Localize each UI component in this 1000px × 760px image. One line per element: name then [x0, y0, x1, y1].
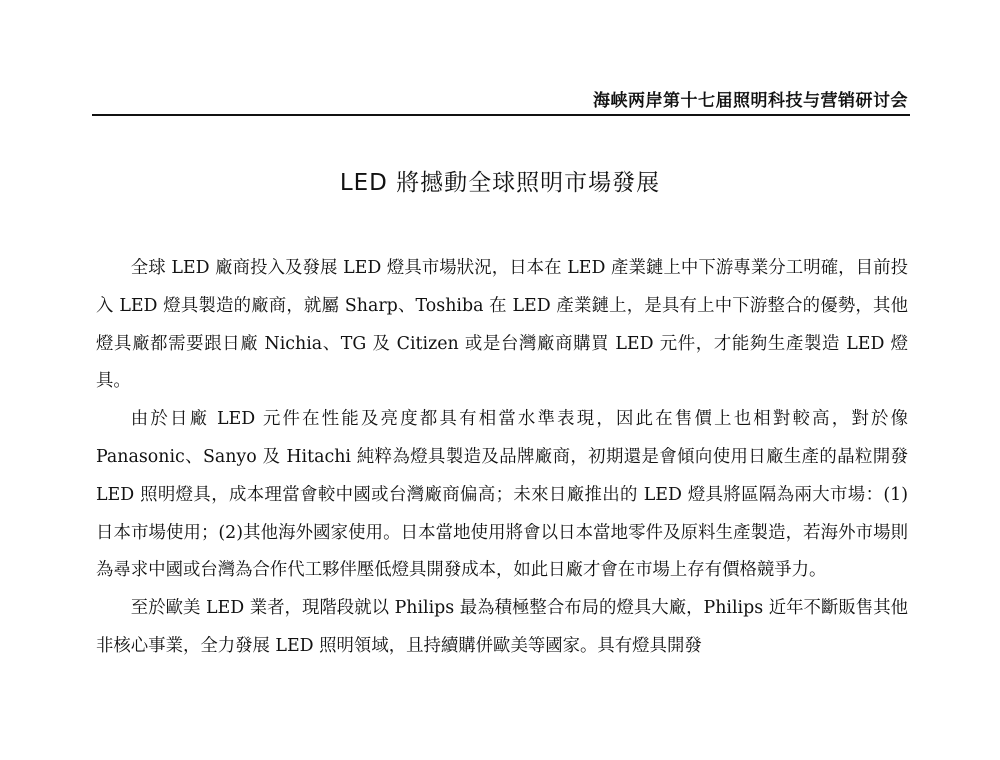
paragraph-3: 至於歐美 LED 業者，現階段就以 Philips 最為積極整合布局的燈具大廠，Philips 近年不斷販售其他非核心事業，全力發展 LED 照明領域，且持續購併歐美等國家。具有燈具開發: [96, 598, 908, 656]
running-header: 海峡两岸第十七届照明科技与营销研讨会: [593, 91, 908, 111]
paragraph-1: 全球 LED 廠商投入及發展 LED 燈具市場狀況，日本在 LED 產業鏈上中下游專業分工明確，目前投入 LED 燈具製造的廠商，就屬 Sharp、Toshiba 在 LED 產業鏈上，是具有上中下游整合的優勢，其他燈具廠都需要跟日廠 Nichia、TG 及 Citizen 或是台灣廠商購買 LED 元件，才能夠生產製造 LED 燈具。: [96, 258, 908, 392]
article-title: LED 將撼動全球照明市場發展: [339, 170, 661, 196]
article-body: [96, 250, 908, 666]
header-rule: [92, 114, 910, 116]
paragraph-2: 由於日廠 LED 元件在性能及亮度都具有相當水準表現，因此在售價上也相對較高，對於像 Panasonic、Sanyo 及 Hitachi 純粹為燈具製造及品牌廠商，初期還是會傾向使用日廠生產的晶粒開發 LED 照明燈具，成本理當會較中國或台灣廠商偏高；未來日廠推出的 LED 燈具將區隔為兩大市場：(1)日本市場使用；(2)其他海外國家使用。日本當地使用將會以日本當地零件及原料生產製造，若海外市場則為尋求中國或台灣為合作代工夥伴壓低燈具開發成本，如此日廠才會在市場上存有價格競爭力。: [96, 409, 908, 581]
